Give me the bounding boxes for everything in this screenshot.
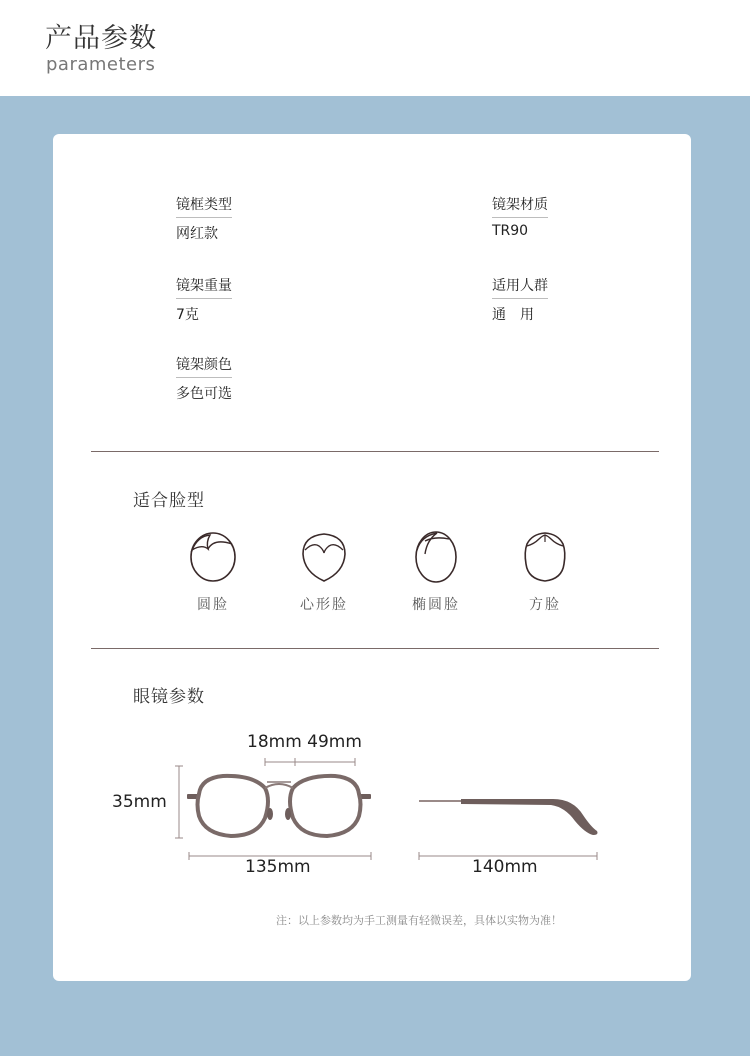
face-section-title: 适合脸型 [133, 491, 205, 511]
glasses-temple-illustration [413, 789, 603, 864]
face-heart [289, 530, 359, 614]
heart-face-icon [299, 530, 349, 584]
glasses-section-title: 眼镜参数 [133, 687, 205, 707]
glasses-front-illustration [173, 754, 383, 864]
spec-value: 网红款 [176, 226, 218, 242]
spec-frame-color [176, 354, 232, 403]
spec-value: TR90 [492, 223, 529, 239]
spec-label: 镜框类型 [176, 194, 232, 218]
face-name: 心形脸 [300, 597, 348, 613]
parameters-card [53, 134, 691, 981]
spec-frame-weight [176, 275, 232, 324]
face-oval [401, 530, 471, 614]
frame-width-dimension: 135mm [245, 857, 311, 877]
spec-label: 镜架材质 [492, 194, 548, 218]
face-name: 椭圆脸 [412, 597, 460, 613]
face-square [510, 530, 580, 614]
oval-face-icon [411, 530, 461, 584]
page-header [0, 0, 750, 96]
spec-label: 镜架颜色 [176, 354, 232, 378]
temple-length-dimension: 140mm [472, 857, 538, 877]
divider-2 [91, 648, 659, 649]
spec-frame-type [176, 194, 232, 243]
face-round [178, 530, 248, 614]
spec-label: 镜架重量 [176, 275, 232, 299]
page-title: 产品参数 [45, 23, 157, 54]
face-name: 方脸 [529, 597, 561, 613]
spec-label: 适用人群 [492, 275, 548, 299]
spec-value: 多色可选 [176, 386, 232, 402]
spec-value: 7克 [176, 307, 199, 323]
bridge-lens-dimension: 18mm 49mm [247, 732, 362, 752]
round-face-icon [188, 530, 238, 584]
square-face-icon [520, 530, 570, 584]
measurement-note: 注：以上参数均为手工测量有轻微误差，具体以实物为准！ [276, 914, 562, 927]
face-name: 圆脸 [197, 597, 229, 613]
divider-1 [91, 451, 659, 452]
height-dimension: 35mm [112, 792, 167, 812]
spec-value: 通 用 [492, 307, 534, 323]
spec-target-group [492, 275, 548, 324]
spec-frame-material [492, 194, 548, 239]
page-subtitle: parameters [46, 54, 156, 75]
